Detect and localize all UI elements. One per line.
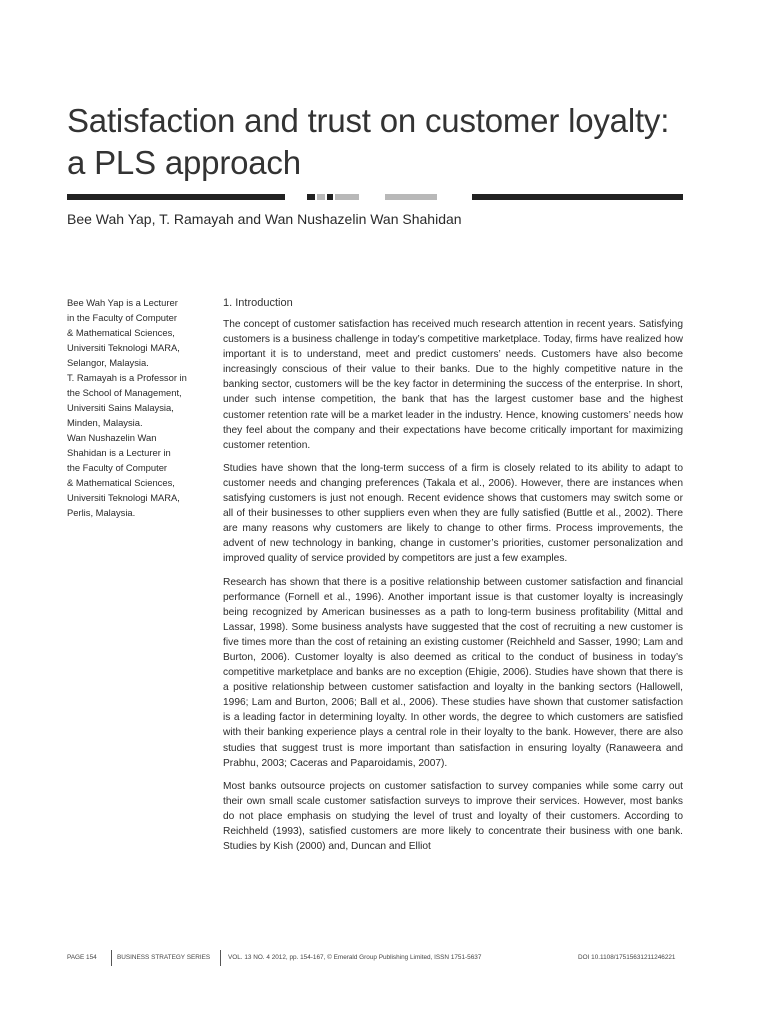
rule-segment-light — [385, 194, 437, 200]
author-bio-sidebar — [67, 295, 207, 520]
bio-line: the School of Management, — [67, 387, 182, 398]
bio-line: & Mathematical Sciences, — [67, 477, 175, 488]
body-paragraph: Studies have shown that the long-term success of a firm is closely related to its ability to adapt to customer needs and changing preferences (Takala et al., 2006). However, there are instances when satisfying customers is just not enough. Recent evidence shows that customers may switch some or all of their businesses to other suppliers even when they are fully satisfied (Buttle et al., 2002). There are many reasons why customers are likely to change to other firms. Process improvements, the advent of new technology in banking, change in customer’s priorities, customer personalization and improved quality of service provided by competitors are just a few examples. — [223, 462, 683, 565]
bio-line: T. Ramayah is a Professor in — [67, 372, 187, 383]
rule-segment-dark — [307, 194, 315, 200]
rule-segment-light — [335, 194, 359, 200]
bio-line: the Faculty of Computer — [67, 462, 168, 473]
rule-segment-dark — [67, 194, 285, 200]
author-list: Bee Wah Yap, T. Ramayah and Wan Nushazelin Wan Shahidan — [67, 211, 462, 227]
bio-line: Shahidan is a Lecturer in — [67, 447, 171, 458]
title-decorative-rule — [67, 194, 683, 200]
body-paragraph: Most banks outsource projects on customer satisfaction to survey companies while some carry out their own small scale customer satisfaction surveys to improve their services. However, most banks do not place emphasis on studying the level of trust and loyalty of their customers. According to Reichheld (1993), satisfied customers are more likely to concentrate their business with one bank. Studies by Kish (2000) and, Duncan and Elliot — [223, 780, 683, 853]
title-line-2: a PLS approach — [67, 144, 301, 181]
rule-segment-dark — [327, 194, 333, 200]
page-number: PAGE 154 — [67, 954, 97, 961]
page-footer — [67, 950, 687, 966]
bio-line: Wan Nushazelin Wan — [67, 432, 157, 443]
footer-divider — [220, 950, 221, 966]
bio-line: Perlis, Malaysia. — [67, 507, 136, 518]
body-paragraph: The concept of customer satisfaction has received much research attention in recent years. Satisfying customers is a business challenge in today’s competitive marketplace. Today, firms have realized how important it is to understand, meet and predict customers’ needs. Customers have also become increasingly conscious of their value to their banks. Due to the highly competitive nature in the banking sector, customers will be the key factor in determining the success of the enterprise. In short, under such intense competition, the bank that has the largest customer base and the highest customer retention rate will be a market leader in the industry. Hence, knowing customers’ needs how they feel about the company and their expectations have become critically important for maximizing customer retention. — [223, 319, 683, 451]
footer-divider — [111, 950, 112, 966]
body-paragraph: Research has shown that there is a positive relationship between customer satisfaction and financial performance (Fornell et al., 1996). Another important issue is that customer loyalty is increasingly being recognized by American businesses as a path to long-term business profitability (Mittal and Lassar, 1998). Some business analysts have suggested that the cost of recruiting a new customer is five times more than the cost of retaining an existing customer (Reichheld and Sasser, 1990; Lam and Burton, 2006). Customer loyalty is also deemed as critical to the conduct of business in today’s competitive marketplace and banks are no exception (Ehigie, 2006). Studies have shown that there is a positive relationship between customer satisfaction and loyalty in the banking sectors (Hallowell, 1996; Lam and Burton, 2006; Ball et al., 2006). These studies have shown that customer satisfaction is a leading factor in determining loyalty. In other words, the degree to which customers are satisfied with their banking experience plays a central role in their loyalty to the bank. However, there are also studies that suggest trust is more important than satisfaction in ensuring loyalty (Ranaweera and Prabhu, 2003; Caceras and Paparoidamis, 2007). — [223, 576, 683, 769]
rule-segment-light — [317, 194, 325, 200]
article-title — [67, 100, 727, 184]
doi: DOI 10.1108/17515631211246221 — [578, 954, 676, 961]
bio-line: Universiti Teknologi MARA, — [67, 492, 180, 503]
rule-segment-dark — [472, 194, 683, 200]
bio-line: Minden, Malaysia. — [67, 417, 143, 428]
citation-info: VOL. 13 NO. 4 2012, pp. 154-167, © Emerald Group Publishing Limited, ISSN 1751-5637 — [228, 954, 482, 961]
rule-segment-gap — [285, 194, 307, 200]
main-text-column — [223, 295, 683, 862]
section-heading: 1. Introduction — [223, 297, 293, 309]
bio-line: Bee Wah Yap is a Lecturer — [67, 297, 178, 308]
bio-line: & Mathematical Sciences, — [67, 327, 175, 338]
series-name: BUSINESS STRATEGY SERIES — [117, 954, 211, 961]
title-line-1: Satisfaction and trust on customer loyalty: — [67, 102, 670, 139]
bio-line: Universiti Sains Malaysia, — [67, 402, 174, 413]
bio-line: Selangor, Malaysia. — [67, 357, 149, 368]
bio-line: in the Faculty of Computer — [67, 312, 177, 323]
bio-line: Universiti Teknologi MARA, — [67, 342, 180, 353]
